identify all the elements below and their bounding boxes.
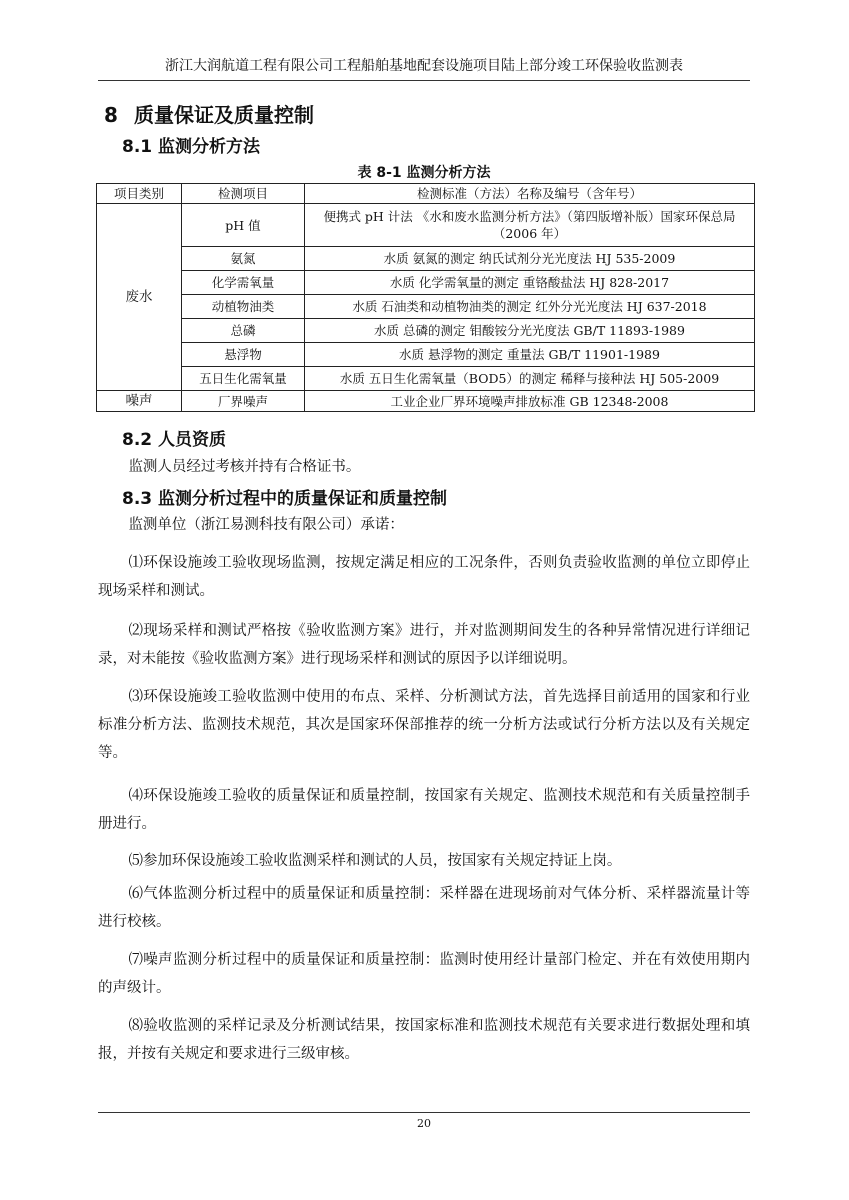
table-row <box>97 295 755 319</box>
method-cell: 水质 五日生化需氧量（BOD5）的测定 稀释与接种法 HJ 505-2009 <box>305 367 755 391</box>
monitoring-methods-table <box>96 183 755 412</box>
item-cell: 氨氮 <box>182 247 305 271</box>
paragraph-item-7: ⑺噪声监测分析过程中的质量保证和质量控制：监测时使用经计量部门检定、并在有效使用期内的声级计。 <box>98 952 750 996</box>
item-cell: 化学需氧量 <box>182 271 305 295</box>
table-row <box>97 391 755 412</box>
category-cell-noise: 噪声 <box>97 391 182 412</box>
paragraph-item-3: ⑶环保设施竣工验收监测中使用的布点、采样、分析测试方法，首先选择目前适用的国家和行业标准分析方法、监测技术规范，其次是国家环保部推荐的统一分析方法或试行分析方法以及有关规定等。 <box>98 689 750 761</box>
method-cell: 工业企业厂界环境噪声排放标准 GB 12348-2008 <box>305 391 755 412</box>
subsection-heading-8-1: 8.1 监测分析方法 <box>122 137 261 157</box>
table-row <box>97 319 755 343</box>
section-title: 质量保证及质量控制 <box>134 103 314 127</box>
item-cell: pH 值 <box>182 204 305 247</box>
method-cell: 便携式 pH 计法 《水和废水监测分析方法》（第四版增补版）国家环保总局（2006 年） <box>305 204 755 247</box>
table-header-row <box>97 184 755 204</box>
paragraph-item-4: ⑷环保设施竣工验收的质量保证和质量控制，按国家有关规定、监测技术规范和有关质量控制手册进行。 <box>98 788 750 832</box>
item-cell: 厂界噪声 <box>182 391 305 412</box>
table-row <box>97 271 755 295</box>
category-cell-wastewater: 废水 <box>97 204 182 391</box>
method-cell: 水质 总磷的测定 钼酸铵分光光度法 GB/T 11893-1989 <box>305 319 755 343</box>
table-row <box>97 247 755 271</box>
item-cell: 悬浮物 <box>182 343 305 367</box>
table-row <box>97 343 755 367</box>
page-number: 20 <box>417 1117 431 1130</box>
column-header-method: 检测标准（方法）名称及编号（含年号） <box>305 184 755 204</box>
paragraph-unit: 监测单位（浙江易测科技有限公司）承诺： <box>128 517 404 533</box>
header-divider <box>98 80 750 81</box>
table-row <box>97 204 755 247</box>
table-caption: 表 8-1 监测分析方法 <box>357 165 491 181</box>
method-cell: 水质 化学需氧量的测定 重铬酸盐法 HJ 828-2017 <box>305 271 755 295</box>
column-header-category: 项目类别 <box>97 184 182 204</box>
subsection-heading-8-2: 8.2 人员资质 <box>122 430 227 450</box>
paragraph-item-8: ⑻验收监测的采样记录及分析测试结果，按国家标准和监测技术规范有关要求进行数据处理和填报，并按有关规定和要求进行三级审核。 <box>98 1018 750 1062</box>
method-cell: 水质 悬浮物的测定 重量法 GB/T 11901-1989 <box>305 343 755 367</box>
item-cell: 五日生化需氧量 <box>182 367 305 391</box>
running-header: 浙江大润航道工程有限公司工程船舶基地配套设施项目陆上部分竣工环保验收监测表 <box>165 58 683 74</box>
subsection-heading-8-3: 8.3 监测分析过程中的质量保证和质量控制 <box>122 489 448 509</box>
paragraph-item-2: ⑵现场采样和测试严格按《验收监测方案》进行，并对监测期间发生的各种异常情况进行详细记录，对未能按《验收监测方案》进行现场采样和测试的原因予以详细说明。 <box>98 623 750 667</box>
method-cell: 水质 石油类和动植物油类的测定 红外分光光度法 HJ 637-2018 <box>305 295 755 319</box>
table-row <box>97 367 755 391</box>
paragraph-qualification: 监测人员经过考核并持有合格证书。 <box>128 459 361 475</box>
method-cell: 水质 氨氮的测定 纳氏试剂分光光度法 HJ 535-2009 <box>305 247 755 271</box>
item-cell: 总磷 <box>182 319 305 343</box>
paragraph-item-5: ⑸参加环保设施竣工验收监测采样和测试的人员，按国家有关规定持证上岗。 <box>128 853 622 869</box>
section-number: 8 <box>104 103 118 127</box>
footer-divider <box>98 1112 750 1113</box>
item-cell: 动植物油类 <box>182 295 305 319</box>
paragraph-item-6: ⑹气体监测分析过程中的质量保证和质量控制：采样器在进现场前对气体分析、采样器流量计等进行校核。 <box>98 886 750 930</box>
section-heading <box>104 102 314 128</box>
paragraph-item-1: ⑴环保设施竣工验收现场监测，按规定满足相应的工况条件，否则负责验收监测的单位立即停止现场采样和测试。 <box>98 555 750 599</box>
column-header-item: 检测项目 <box>182 184 305 204</box>
